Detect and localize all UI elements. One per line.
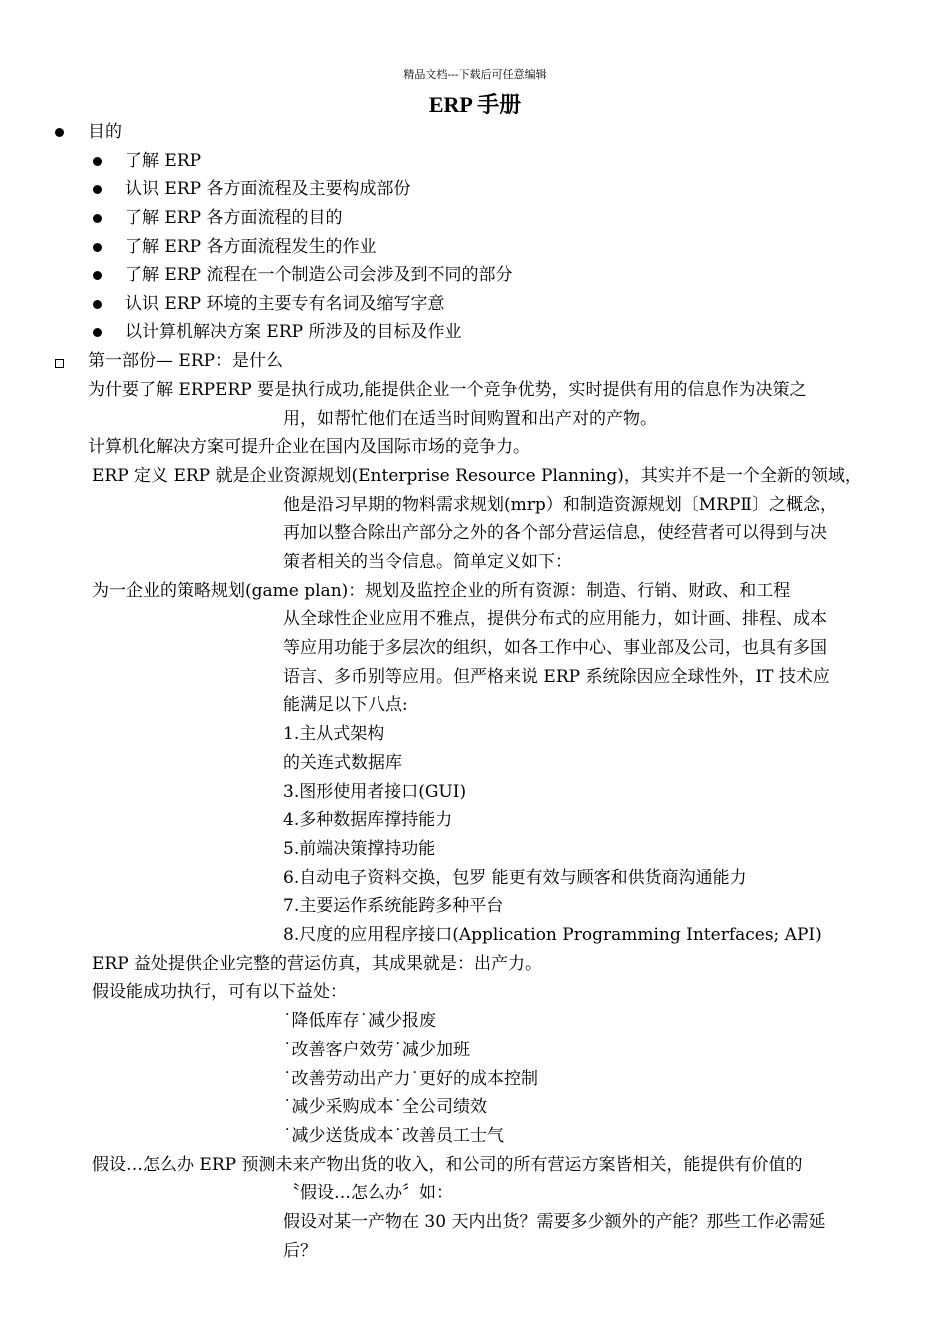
benefit-item: ˙减少送货成本˙改善员工士气 <box>283 1126 504 1146</box>
bullet-icon <box>93 157 102 166</box>
bullet-icon <box>93 185 102 194</box>
point-item: 8.尺度的应用程序接口(Application Programming Interfaces; API) <box>283 925 822 945</box>
paragraph-line: 为一企业的策略规划(game plan)：规划及监控企业的所有资源：制造、行销、财政、和工程 <box>92 581 791 601</box>
square-bullet-icon <box>55 359 64 368</box>
paragraph-line: 能满足以下八点: <box>283 695 408 715</box>
page-title: ERP 手册 <box>428 92 522 117</box>
paragraph-line: 计算机化解决方案可提升企业在国内及国际市场的竞争力。 <box>88 437 530 457</box>
benefit-item: ˙改善劳动出产力˙更好的成本控制 <box>283 1069 538 1089</box>
paragraph-line: 语言、多币别等应用。但严格来说 ERP 系统除因应全球性外，IT 技术应 <box>283 667 830 687</box>
paragraph-line: 为什要了解 ERPERP 要是执行成功,能提供企业一个竞争优势，实时提供有用的信息作为决策之 <box>88 380 807 400</box>
goal-heading: 目的 <box>88 122 122 142</box>
paragraph-line: ERP 益处提供企业完整的营运仿真，其成果就是：出产力。 <box>92 954 543 974</box>
paragraph-line: 用，如帮忙他们在适当时间购置和出产对的产物。 <box>283 409 657 429</box>
goal-item: 认识 ERP 各方面流程及主要构成部份 <box>125 179 411 199</box>
paragraph-line: 等应用功能于多层次的组织，如各工作中心、事业部及公司，也具有多国 <box>283 638 827 658</box>
paragraph-line: ERP 定义 ERP 就是企业资源规划(Enterprise Resource Planning)，其实并不是一个全新的领域， <box>92 466 862 486</box>
goal-item: 了解 ERP 各方面流程发生的作业 <box>125 237 377 257</box>
bullet-icon <box>93 243 102 252</box>
goal-item: 认识 ERP 环境的主要专有名词及缩写字意 <box>125 294 445 314</box>
point-item: 5.前端决策撑持功能 <box>283 839 436 859</box>
point-item: 4.多种数据库撑持能力 <box>283 810 453 830</box>
goal-item: 了解 ERP 流程在一个制造公司会涉及到不同的部分 <box>125 265 513 285</box>
bullet-icon <box>93 328 102 337</box>
benefit-item: ˙改善客户效劳˙减少加班 <box>283 1040 470 1060</box>
paragraph-line: 假设…怎么办 ERP 预测未来产物出货的收入，和公司的所有营运方案皆相关，能提供有价值的 <box>92 1155 803 1175</box>
paragraph-line: 假设对某一产物在 30 天内出货？需要多少额外的产能？那些工作必需延 <box>283 1212 826 1232</box>
page-header: 精品文档---下载后可任意编辑 <box>403 68 547 81</box>
benefit-item: ˙降低库存˙减少报废 <box>283 1011 436 1031</box>
bullet-icon <box>93 271 102 280</box>
section-heading: 第一部份— ERP：是什么 <box>88 351 284 371</box>
bullet-icon <box>93 300 102 309</box>
paragraph-line: 从全球性企业应用不雅点，提供分布式的应用能力，如计画、排程、成本 <box>283 609 827 629</box>
point-item: 1.主从式架构 <box>283 724 385 744</box>
paragraph-line: 后？ <box>283 1241 317 1261</box>
paragraph-line: 再加以整合除出产部分之外的各个部分营运信息，使经营者可以得到与决 <box>283 523 827 543</box>
paragraph-line: 〝假设…怎么办〞如： <box>283 1183 453 1203</box>
paragraph-line: 假设能成功执行，可有以下益处： <box>92 982 347 1002</box>
point-item: 的关连式数据库 <box>283 753 402 773</box>
goal-item: 了解 ERP 各方面流程的目的 <box>125 208 343 228</box>
paragraph-line: 他是沿习早期的物料需求规划(mrp）和制造资源规划〔MRPⅡ〕之概念， <box>283 495 837 515</box>
point-item: 7.主要运作系统能跨多种平台 <box>283 896 504 916</box>
point-item: 3.图形使用者接口(GUI) <box>283 782 467 802</box>
bullet-icon <box>93 214 102 223</box>
benefit-item: ˙减少采购成本˙全公司绩效 <box>283 1097 487 1117</box>
goal-item: 以计算机解决方案 ERP 所涉及的目标及作业 <box>125 322 462 342</box>
point-item: 6.自动电子资料交换，包罗 能更有效与顾客和供货商沟通能力 <box>283 868 747 888</box>
bullet-icon <box>55 128 64 137</box>
goal-item: 了解 ERP <box>125 151 202 171</box>
paragraph-line: 策者相关的当令信息。简单定义如下： <box>283 552 572 572</box>
